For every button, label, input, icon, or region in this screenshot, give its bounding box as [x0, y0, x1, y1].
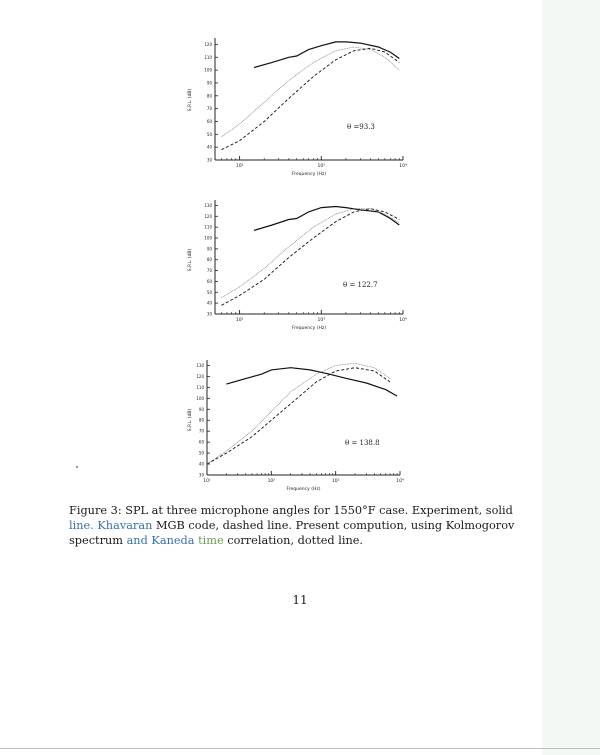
y-tick-label: 80 [206, 93, 212, 99]
caption-text-tinted: line. Khavaran [69, 519, 153, 532]
y-tick-label: 40 [206, 300, 212, 306]
y-tick-label: 90 [206, 246, 212, 252]
figure-caption [69, 503, 539, 548]
y-tick-label: 130 [204, 202, 212, 208]
chart-svg [185, 350, 425, 498]
x-tick-label: 10⁴ [399, 164, 407, 169]
chart-svg [185, 190, 425, 338]
x-axis-label: Frequency (Hz) [292, 172, 326, 177]
y-tick-label: 60 [206, 118, 212, 124]
x-tick-label: 10¹ [203, 479, 211, 484]
y-tick-label: 90 [198, 406, 204, 412]
x-tick-label: 10⁴ [396, 479, 404, 484]
y-tick-label: 50 [198, 450, 204, 456]
caption-text: Figure 3: SPL at three microphone angles for 1550°F case. Experiment, solid [69, 504, 513, 517]
y-tick-label: 80 [198, 417, 204, 423]
y-tick-label: 120 [204, 41, 212, 47]
mgb-dashed-line [222, 48, 400, 149]
figure-spl-theta-138 [185, 350, 425, 498]
y-tick-label: 40 [206, 144, 212, 150]
y-tick-label: 60 [206, 278, 212, 284]
y-tick-label: 120 [196, 373, 204, 379]
y-tick-label: 110 [204, 54, 212, 60]
y-axis-label: S.P.L. (dB) [188, 408, 193, 432]
x-tick-label: 10³ [331, 479, 340, 484]
angle-annotation: θ = 138.8 [345, 439, 380, 447]
y-tick-label: 130 [196, 362, 204, 368]
scan-edge [542, 0, 600, 755]
x-axis-label: Frequency (Hz) [286, 487, 321, 492]
y-tick-label: 70 [206, 268, 212, 274]
x-tick-label: 10² [235, 318, 244, 323]
y-tick-label: 80 [206, 257, 212, 263]
y-tick-label: 100 [204, 67, 212, 73]
scan-speck [76, 466, 78, 468]
y-tick-label: 110 [204, 224, 212, 230]
mgb-dashed-line [222, 209, 400, 306]
y-axis-label: S.P.L. (dB) [188, 248, 193, 272]
y-tick-label: 70 [198, 428, 204, 434]
experiment-solid-line [226, 368, 397, 396]
caption-text-tinted: and Kaneda [126, 534, 195, 547]
y-tick-label: 50 [206, 131, 212, 137]
scan-border-line [0, 748, 600, 749]
y-tick-label: 90 [206, 80, 212, 86]
y-axis-label: S.P.L. (dB) [188, 88, 193, 112]
y-tick-label: 100 [196, 395, 204, 401]
chart-svg [185, 28, 425, 178]
y-tick-label: 60 [198, 439, 204, 445]
figure-spl-theta-93 [185, 28, 425, 178]
x-tick-label: 10³ [317, 164, 326, 169]
y-tick-label: 100 [204, 235, 212, 241]
y-tick-label: 70 [206, 106, 212, 112]
x-tick-label: 10⁴ [399, 318, 407, 323]
caption-text: correlation, dotted line. [223, 534, 364, 547]
figure-spl-theta-122 [185, 190, 425, 338]
x-tick-label: 10² [235, 164, 244, 169]
y-tick-label: 50 [206, 289, 212, 295]
x-axis-label: Frequency (Hz) [292, 326, 326, 331]
angle-annotation: θ = 122.7 [343, 281, 378, 289]
y-tick-label: 40 [198, 461, 204, 467]
y-tick-label: 30 [206, 157, 212, 163]
y-tick-label: 120 [204, 213, 212, 219]
y-tick-label: 30 [206, 311, 212, 317]
x-tick-label: 10³ [317, 318, 326, 323]
angle-annotation: θ =93.3 [347, 123, 375, 131]
x-tick-label: 10² [267, 479, 276, 484]
caption-text: MGB code, dashed line. Present compution, using Kolmogorov spectrum [69, 519, 515, 547]
y-tick-label: 110 [196, 384, 204, 390]
y-tick-label: 30 [198, 472, 204, 478]
caption-text-tinted: time [198, 534, 224, 547]
present-dotted-line [207, 363, 390, 464]
page-number: 11 [292, 593, 308, 607]
experiment-solid-line [254, 42, 399, 68]
